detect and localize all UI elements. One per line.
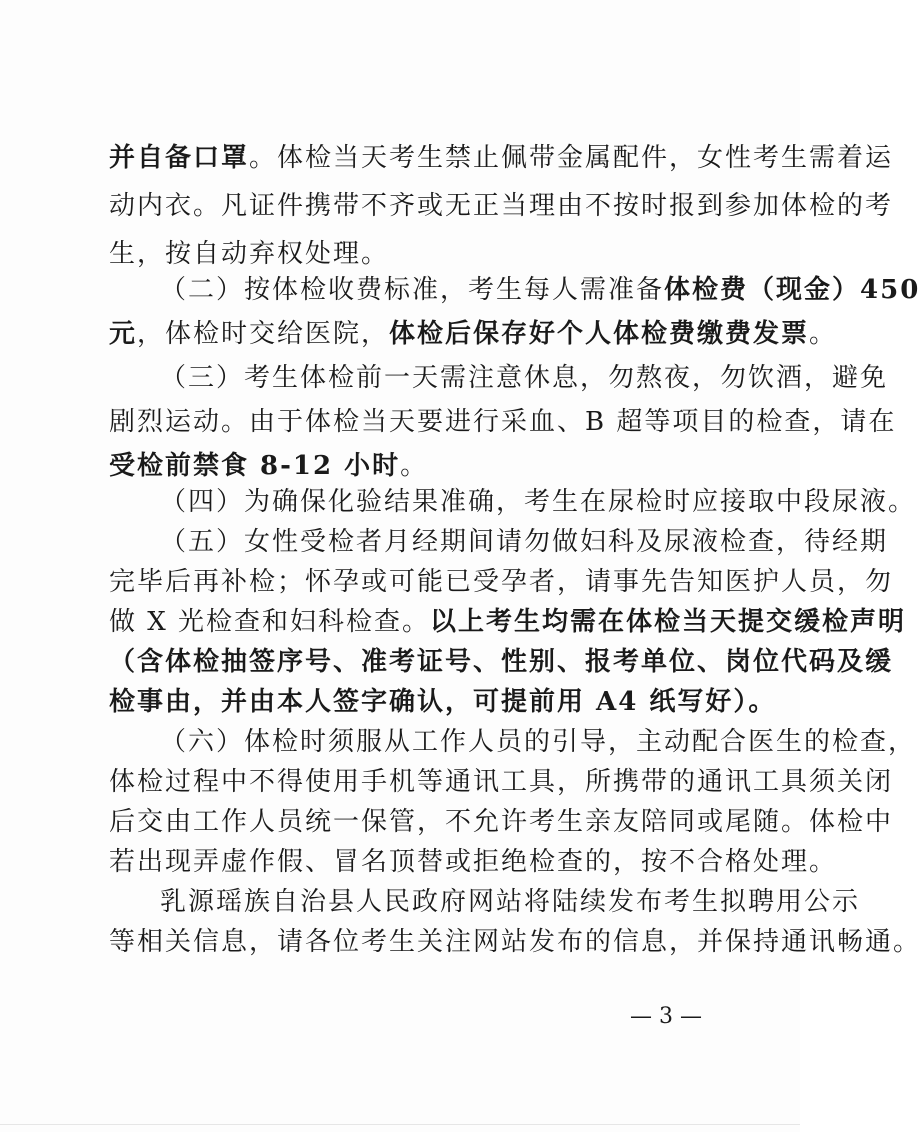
p5-bold-statement: 以上考生均需在体检当天提交缓检声明 xyxy=(430,607,907,637)
p2-line-2 xyxy=(109,312,838,356)
p2-text: （二）按体检收费标准，考生每人需准备 xyxy=(160,275,665,305)
p2-text-end: 。 xyxy=(809,319,838,349)
p5-line-5: 检事由，并由本人签字确认，可提前用 A4 纸写好）。 xyxy=(109,687,777,717)
p5-line-1: （五）女性受检者月经期间请勿做妇科及尿液检查，待经期 xyxy=(160,527,889,557)
p2-text-mid: ，体检时交给医院， xyxy=(137,319,390,349)
p3-line-1: （三）考生体检前一天需注意休息，勿熬夜，勿饮酒，避免 xyxy=(160,363,889,393)
page-bottom-edge xyxy=(0,1124,800,1125)
p3-line-2: 剧烈运动。由于体检当天要进行采血、B 超等项目的检查，请在 xyxy=(109,407,897,437)
p5-line-4: （含体检抽签序号、准考证号、性别、报考单位、岗位代码及缓 xyxy=(109,647,894,677)
p2-bold-unit: 元 xyxy=(109,319,138,349)
p6-line-3: 后交由工作人员统一保管，不允许考生亲友陪同或尾随。体检中 xyxy=(109,807,894,837)
p2-bold-fee: 体检费（现金）450 xyxy=(664,275,921,305)
p6-line-4: 若出现弄虚作假、冒名顶替或拒绝检查的，按不合格处理。 xyxy=(109,847,838,877)
p4-line-1: （四）为确保化验结果准确，考生在尿检时应接取中段尿液。 xyxy=(160,487,917,517)
p1-line-1 xyxy=(109,136,894,180)
p3-text-end: 。 xyxy=(400,451,429,481)
p3-bold-fasting: 受检前禁食 8-12 小时 xyxy=(109,451,401,481)
page-number: — 3 — xyxy=(630,1004,702,1029)
p7-line-2: 等相关信息，请各位考生关注网站发布的信息，并保持通讯畅通。 xyxy=(109,927,921,957)
p2-line-1 xyxy=(160,268,921,312)
p1-line-3: 生，按自动弃权处理。 xyxy=(109,239,390,269)
p1-text: 。体检当天考生禁止佩带金属配件，女性考生需着运 xyxy=(249,143,894,173)
p7-line-1: 乳源瑶族自治县人民政府网站将陆续发布考生拟聘用公示 xyxy=(160,887,861,917)
p6-line-1: （六）体检时须服从工作人员的引导，主动配合医生的检查， xyxy=(160,727,917,757)
p2-bold-invoice: 体检后保存好个人体检费缴费发票 xyxy=(389,319,810,349)
p5-text: 做 X 光检查和妇科检查。 xyxy=(109,607,431,637)
p5-line-3 xyxy=(109,600,907,644)
p1-bold-text: 并自备口罩 xyxy=(109,143,250,173)
p1-line-2: 动内衣。凡证件携带不齐或无正当理由不按时报到参加体检的考 xyxy=(109,191,894,221)
p6-line-2: 体检过程中不得使用手机等通讯工具，所携带的通讯工具须关闭 xyxy=(109,767,894,797)
p5-line-2: 完毕后再补检；怀孕或可能已受孕者，请事先告知医护人员，勿 xyxy=(109,567,894,597)
